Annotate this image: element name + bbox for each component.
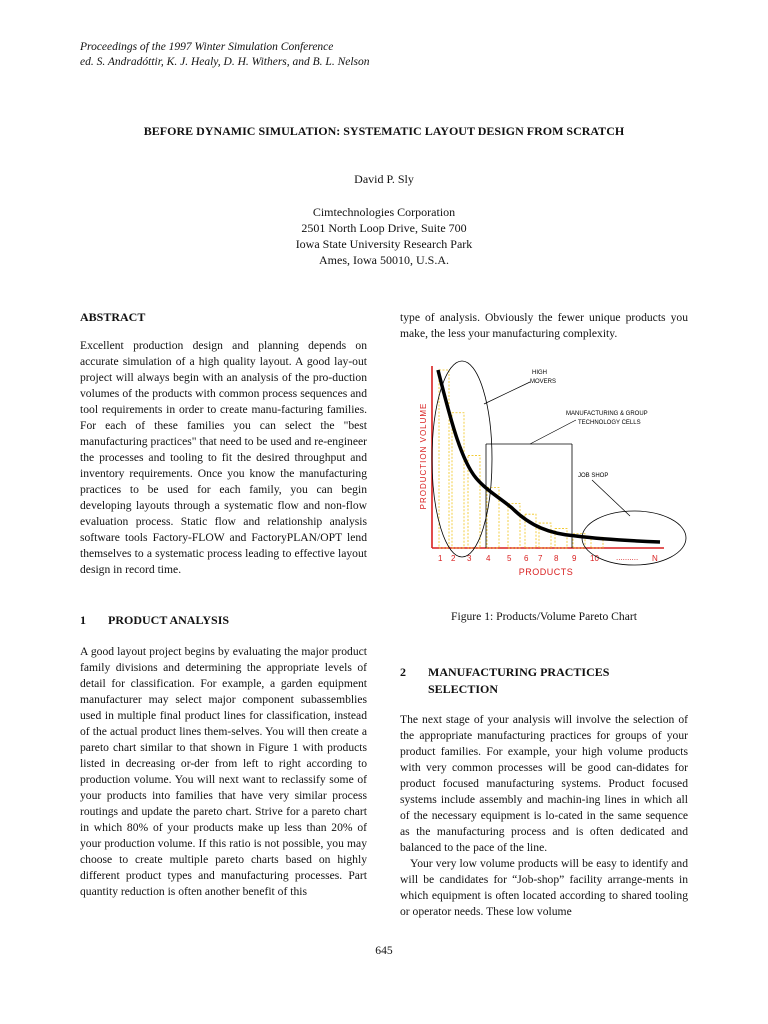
- x-tick-2: 2: [451, 554, 456, 563]
- section1-text: A good layout project begins by evaluating the major product family divisions and determining the appropriate levels of detail for classification. For example, a garden equipment manufacturer may select major component subassemblies used in multiple final product lines for classification, instead of the actual product lines them-selves. You will then create a pareto chart similar to that shown in Figure 1 with products listed in decreasing or-der from left to right according to production volume. You will next want to reclassify some of your products into families that have very similar process routings and update the pareto chart. Strive for a pareto chart in which 80% of your products make up less than 20% of your production volume. If this ratio is not possible, you may choose to create multiple pareto charts based on highly different product types and manufacturing processes. Part quantity reduction is often another benefit of this: [80, 645, 367, 898]
- annotation-high: HIGH: [532, 370, 547, 376]
- section2-para1: The next stage of your analysis will involve the selection of the appropriate manufacturing practices for groups of your product families. For example, your high volume products with very common processes will be good can-didates for product focused manufacturing systems. Product focused systems include assembly and machin-ing lines in which all of the necessary equipment is lo-cated in the same sequence as the manufacturing process and is often dedicated and balanced to the pace of the line.: [400, 713, 688, 854]
- mfg-pointer: [530, 420, 576, 444]
- paper-title: BEFORE DYNAMIC SIMULATION: SYSTEMATIC LAYOUT DESIGN FROM SCRATCH: [143, 124, 625, 138]
- x-tick-1: 1: [438, 554, 443, 563]
- x-tick-4: 4: [486, 554, 491, 563]
- x-tick-N: N: [652, 554, 658, 563]
- section1-heading: [80, 613, 367, 628]
- section1-number: 1: [80, 613, 86, 627]
- annotation-tech: TECHNOLOGY CELLS: [578, 420, 641, 426]
- annotation-movers: MOVERS: [530, 379, 557, 385]
- x-tick-7: 7: [538, 554, 543, 563]
- section1-title: PRODUCT ANALYSIS: [108, 613, 230, 627]
- abstract-heading: ABSTRACT: [80, 310, 146, 324]
- section1-body: [80, 644, 367, 900]
- page-number: 645: [375, 944, 393, 957]
- annotation-job-shop: JOB SHOP: [578, 473, 609, 479]
- figure-caption: Figure 1: Products/Volume Pareto Chart: [451, 610, 637, 623]
- job-shop-pointer: [592, 480, 630, 516]
- abstract-text: Excellent production design and planning depends on accurate simulation of a high quality layout. A good lay-out project will always begin with an analysis of the pro-duction volumes of the products with common process sequences and tool requirements in order to create manu-facturing families. For each of these families you can select the "best manufacturing practices" that need to be used and re-engineer the processes and tooling to fit the desired throughput and inventory requirements. Once you know the manufacturing practices to be used for each family, you can begin developing layouts through a systematic flow and non-flow evaluation process. Static flow and relationship analysis software tools Factory-FLOW and FactoryPLAN/OPT lend themselves to a systematic process leading to effective layout design in record time.: [80, 339, 367, 576]
- abstract-body: [80, 338, 367, 578]
- affiliation-line3: Iowa State University Research Park: [295, 237, 473, 251]
- pareto-chart: [400, 356, 690, 588]
- proceedings-line1: Proceedings of the 1997 Winter Simulation Conference: [80, 41, 334, 53]
- author-name: David P. Sly: [354, 172, 414, 186]
- affiliation: [0, 204, 768, 268]
- section2-body: [400, 712, 688, 920]
- proceedings-editors: ed. S. Andradóttir, K. J. Healy, D. H. Withers, and B. L. Nelson: [80, 56, 370, 68]
- section2-number: 2: [400, 665, 406, 679]
- pareto-curve: [438, 370, 660, 542]
- annotation-mfg: MANUFACTURING & GROUP: [566, 411, 648, 417]
- x-tick-5: 5: [507, 554, 512, 563]
- right-intro-text: type of analysis. Obviously the fewer unique products you make, the less your manufacturing complexity.: [400, 311, 688, 340]
- y-axis-label: PRODUCTION VOLUME: [419, 402, 428, 510]
- x-tick-6: 6: [524, 554, 529, 563]
- section2-para2: Your very low volume products will be easy to identify and will be candidates for “Job-shop” facility arrange-ments in which equipment is often located according to shared tooling or operator needs. These low volume: [400, 857, 688, 918]
- x-tick-9: 9: [572, 554, 577, 563]
- section2-heading: [400, 664, 688, 698]
- x-axis-label: PRODUCTS: [518, 567, 574, 577]
- section2-title-line2: SELECTION: [428, 682, 499, 696]
- proceedings-header: [80, 40, 370, 70]
- high-movers-ellipse: [432, 361, 492, 557]
- affiliation-line4: Ames, Iowa 50010, U.S.A.: [319, 253, 449, 267]
- continuation-dots: ..........: [616, 553, 639, 562]
- high-movers-pointer: [484, 382, 530, 404]
- x-tick-10: 10: [590, 554, 599, 563]
- affiliation-line1: Cimtechnologies Corporation: [312, 205, 456, 219]
- right-intro: [400, 310, 688, 342]
- affiliation-line2: 2501 North Loop Drive, Suite 700: [301, 221, 467, 235]
- x-tick-8: 8: [554, 554, 559, 563]
- section2-title-line1: MANUFACTURING PRACTICES: [428, 665, 610, 679]
- x-tick-3: 3: [467, 554, 472, 563]
